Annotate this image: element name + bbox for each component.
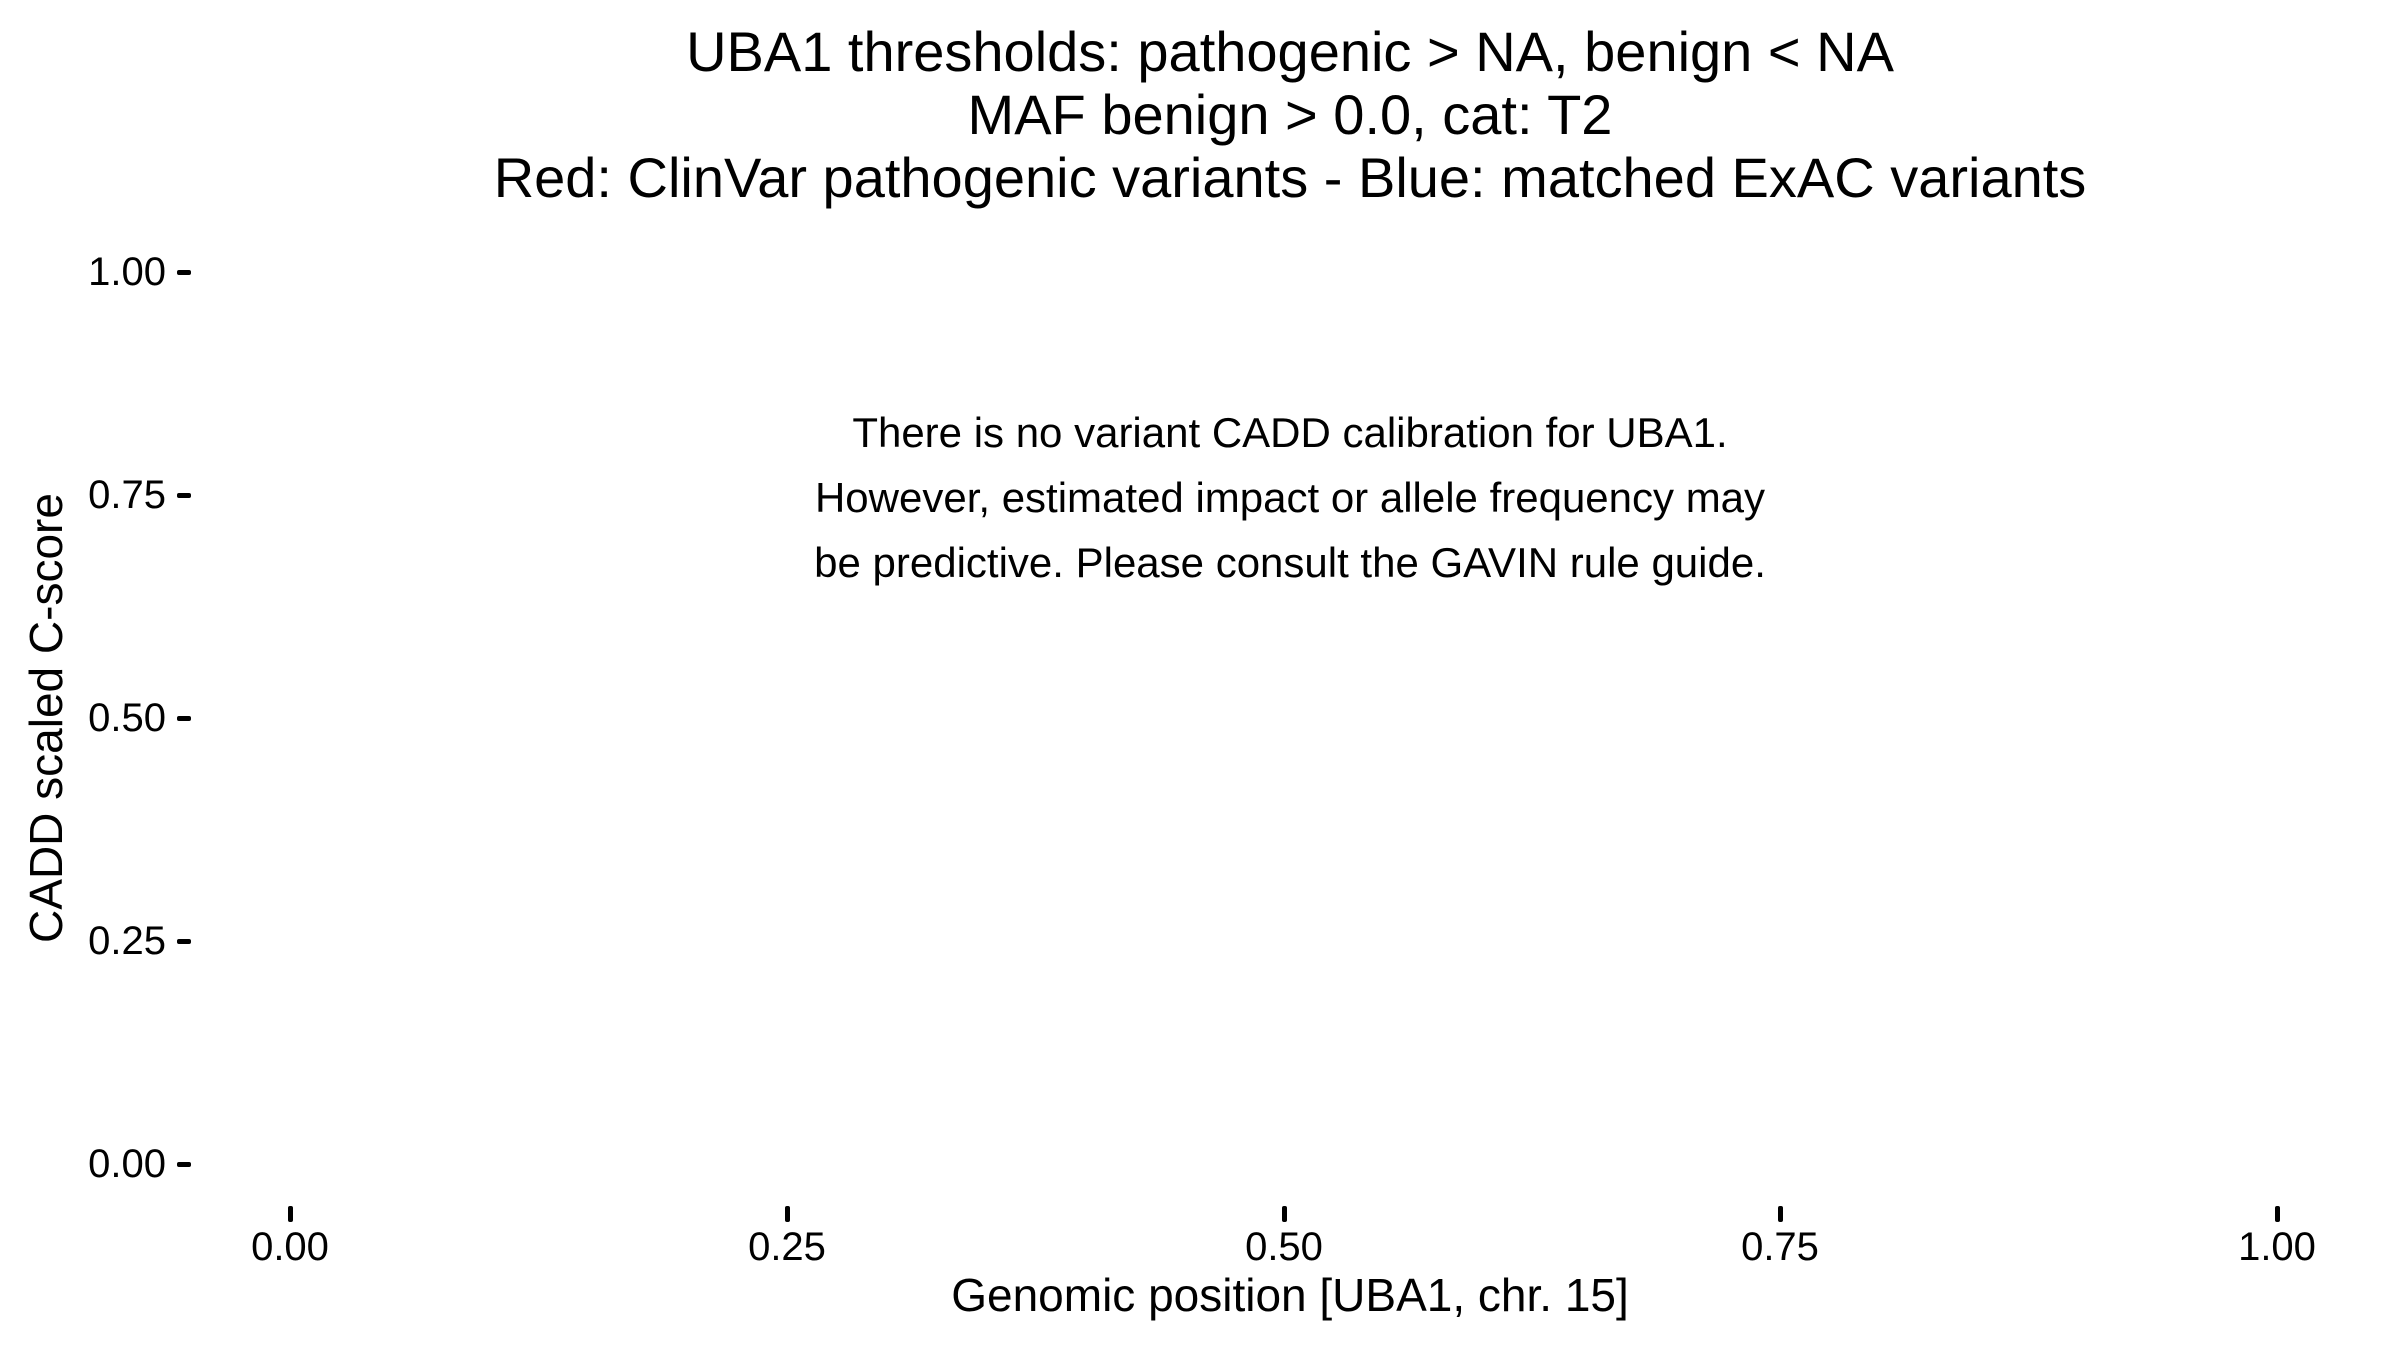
y-tick-label-0.75: 0.75 xyxy=(88,473,166,517)
y-tick-label-0.50: 0.50 xyxy=(88,696,166,740)
y-tick-mark xyxy=(177,1162,191,1167)
chart-title-line-2: MAF benign > 0.0, cat: T2 xyxy=(967,83,1613,146)
chart-title-line-1: UBA1 thresholds: pathogenic > NA, benign < NA xyxy=(686,20,1894,83)
x-tick-mark xyxy=(1282,1206,1287,1222)
x-tick-mark xyxy=(1778,1206,1783,1222)
x-tick-mark xyxy=(288,1206,293,1222)
x-tick-mark xyxy=(785,1206,790,1222)
chart-title xyxy=(494,20,2087,209)
annotation-line-2: However, estimated impact or allele frequency may xyxy=(814,474,1766,521)
annotation-line-3: be predictive. Please consult the GAVIN rule guide. xyxy=(814,539,1766,586)
no-calibration-annotation xyxy=(814,400,1766,595)
y-tick-mark xyxy=(177,493,191,498)
annotation-line-1: There is no variant CADD calibration for UBA1. xyxy=(852,409,1728,456)
y-axis-title: CADD scaled C-score xyxy=(20,493,72,943)
x-tick-label-0.75: 0.75 xyxy=(1741,1225,1819,1269)
y-tick-label-0.00: 0.00 xyxy=(88,1142,166,1186)
x-tick-label-0.50: 0.50 xyxy=(1245,1225,1323,1269)
x-tick-mark xyxy=(2275,1206,2280,1222)
y-tick-label-1.00: 1.00 xyxy=(88,250,166,294)
x-tick-label-0.00: 0.00 xyxy=(251,1225,329,1269)
y-tick-mark xyxy=(177,716,191,721)
x-tick-label-1.00: 1.00 xyxy=(2238,1225,2316,1269)
chart-title-line-3: Red: ClinVar pathogenic variants - Blue: matched ExAC variants xyxy=(493,146,2087,209)
x-tick-label-0.25: 0.25 xyxy=(748,1225,826,1269)
y-tick-label-0.25: 0.25 xyxy=(88,919,166,963)
plot-panel xyxy=(200,230,2370,1215)
y-tick-mark xyxy=(177,939,191,944)
x-axis-title: Genomic position [UBA1, chr. 15] xyxy=(951,1269,1629,1321)
y-tick-mark xyxy=(177,270,191,275)
